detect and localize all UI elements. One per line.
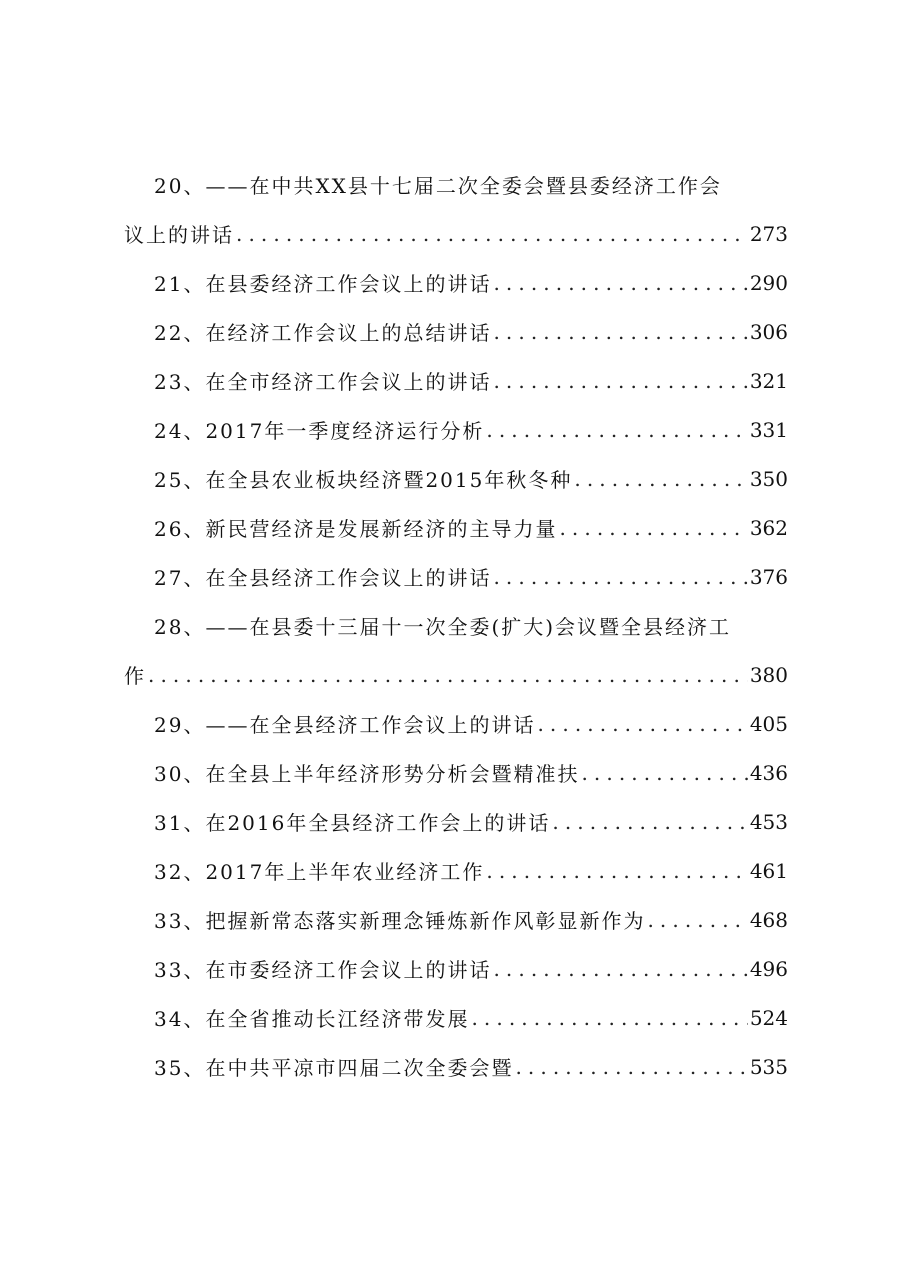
toc-entry <box>124 993 788 1042</box>
toc-page-number: 461 <box>749 858 788 883</box>
toc-entry <box>124 405 788 454</box>
toc-entry-title: 29、——在全县经济工作会议上的讲话 <box>154 713 536 737</box>
toc-page-number: 290 <box>749 270 788 295</box>
toc-entry-title: 32、2017年上半年农业经济工作 <box>154 860 485 884</box>
toc-entry <box>124 797 788 846</box>
dot-leader <box>148 663 748 687</box>
toc-page-number: 376 <box>749 564 788 589</box>
toc-page-number: 436 <box>749 760 788 785</box>
toc-page-number: 468 <box>749 907 788 932</box>
table-of-contents <box>124 160 788 1091</box>
toc-entry-title: 34、在全省推动长江经济带发展 <box>154 1007 470 1031</box>
toc-entry-title: 26、新民营经济是发展新经济的主导力量 <box>154 517 558 541</box>
toc-page-number: 321 <box>749 368 788 393</box>
toc-entry-line <box>124 209 788 258</box>
toc-entry-line <box>124 650 788 699</box>
toc-entry <box>124 846 788 895</box>
dot-leader <box>493 271 747 295</box>
toc-entry-title-continued: 作 <box>124 664 146 688</box>
dot-leader <box>574 467 747 491</box>
toc-entry <box>124 503 788 552</box>
toc-entry-title: 33、在市委经济工作会议上的讲话 <box>154 958 492 982</box>
toc-entry <box>124 748 788 797</box>
toc-entry-title: 22、在经济工作会议上的总结讲话 <box>154 321 492 345</box>
dot-leader <box>493 369 747 393</box>
toc-entry-title: 24、2017年一季度经济运行分析 <box>154 419 485 443</box>
toc-page-number: 306 <box>749 319 788 344</box>
toc-entry <box>124 895 788 944</box>
dot-leader <box>493 957 747 981</box>
toc-page-number: 453 <box>749 809 788 834</box>
toc-entry-title: 21、在县委经济工作会议上的讲话 <box>154 272 492 296</box>
toc-entry-title: 33、把握新常态落实新理念锤炼新作风彰显新作为 <box>154 909 646 933</box>
toc-entry-title: 30、在全县上半年经济形势分析会暨精准扶 <box>154 762 580 786</box>
toc-entry <box>124 699 788 748</box>
dot-leader <box>471 1006 747 1030</box>
dot-leader <box>493 320 747 344</box>
toc-page-number: 362 <box>749 515 788 540</box>
dot-leader <box>552 810 747 834</box>
toc-page-number: 524 <box>749 1005 788 1030</box>
toc-entry <box>124 307 788 356</box>
dot-leader <box>515 1055 747 1079</box>
toc-entry-title: 28、——在县委十三届十一次全委(扩大)会议暨全县经济工 <box>154 615 732 639</box>
dot-leader <box>559 516 747 540</box>
dot-leader <box>537 712 747 736</box>
toc-page-number: 405 <box>749 711 788 736</box>
dot-leader <box>236 222 748 246</box>
toc-entry-title: 35、在中共平凉市四届二次全委会暨 <box>154 1056 514 1080</box>
toc-page-number: 350 <box>749 466 788 491</box>
toc-entry <box>124 258 788 307</box>
dot-leader <box>581 761 747 785</box>
toc-entry-title: 23、在全市经济工作会议上的讲话 <box>154 370 492 394</box>
toc-entry <box>124 454 788 503</box>
toc-entry-title: 25、在全县农业板块经济暨2015年秋冬种 <box>154 468 573 492</box>
toc-page-number: 496 <box>749 956 788 981</box>
dot-leader <box>647 908 747 932</box>
toc-entry <box>124 356 788 405</box>
toc-entry <box>124 1042 788 1091</box>
toc-page-number: 331 <box>749 417 788 442</box>
toc-entry-title-continued: 议上的讲话 <box>124 223 234 247</box>
dot-leader <box>493 565 747 589</box>
toc-page-number: 273 <box>749 221 788 246</box>
dot-leader <box>486 418 747 442</box>
toc-entry-line <box>124 601 788 650</box>
toc-entry-title: 31、在2016年全县经济工作会上的讲话 <box>154 811 551 835</box>
toc-entry-title: 20、——在中共XX县十七届二次全委会暨县委经济工作会 <box>154 174 722 198</box>
toc-page-number: 535 <box>749 1054 788 1079</box>
toc-entry-line <box>124 160 788 209</box>
toc-page-number: 380 <box>749 662 788 687</box>
dot-leader <box>486 859 747 883</box>
toc-entry <box>124 552 788 601</box>
toc-entry-title: 27、在全县经济工作会议上的讲话 <box>154 566 492 590</box>
toc-entry <box>124 944 788 993</box>
